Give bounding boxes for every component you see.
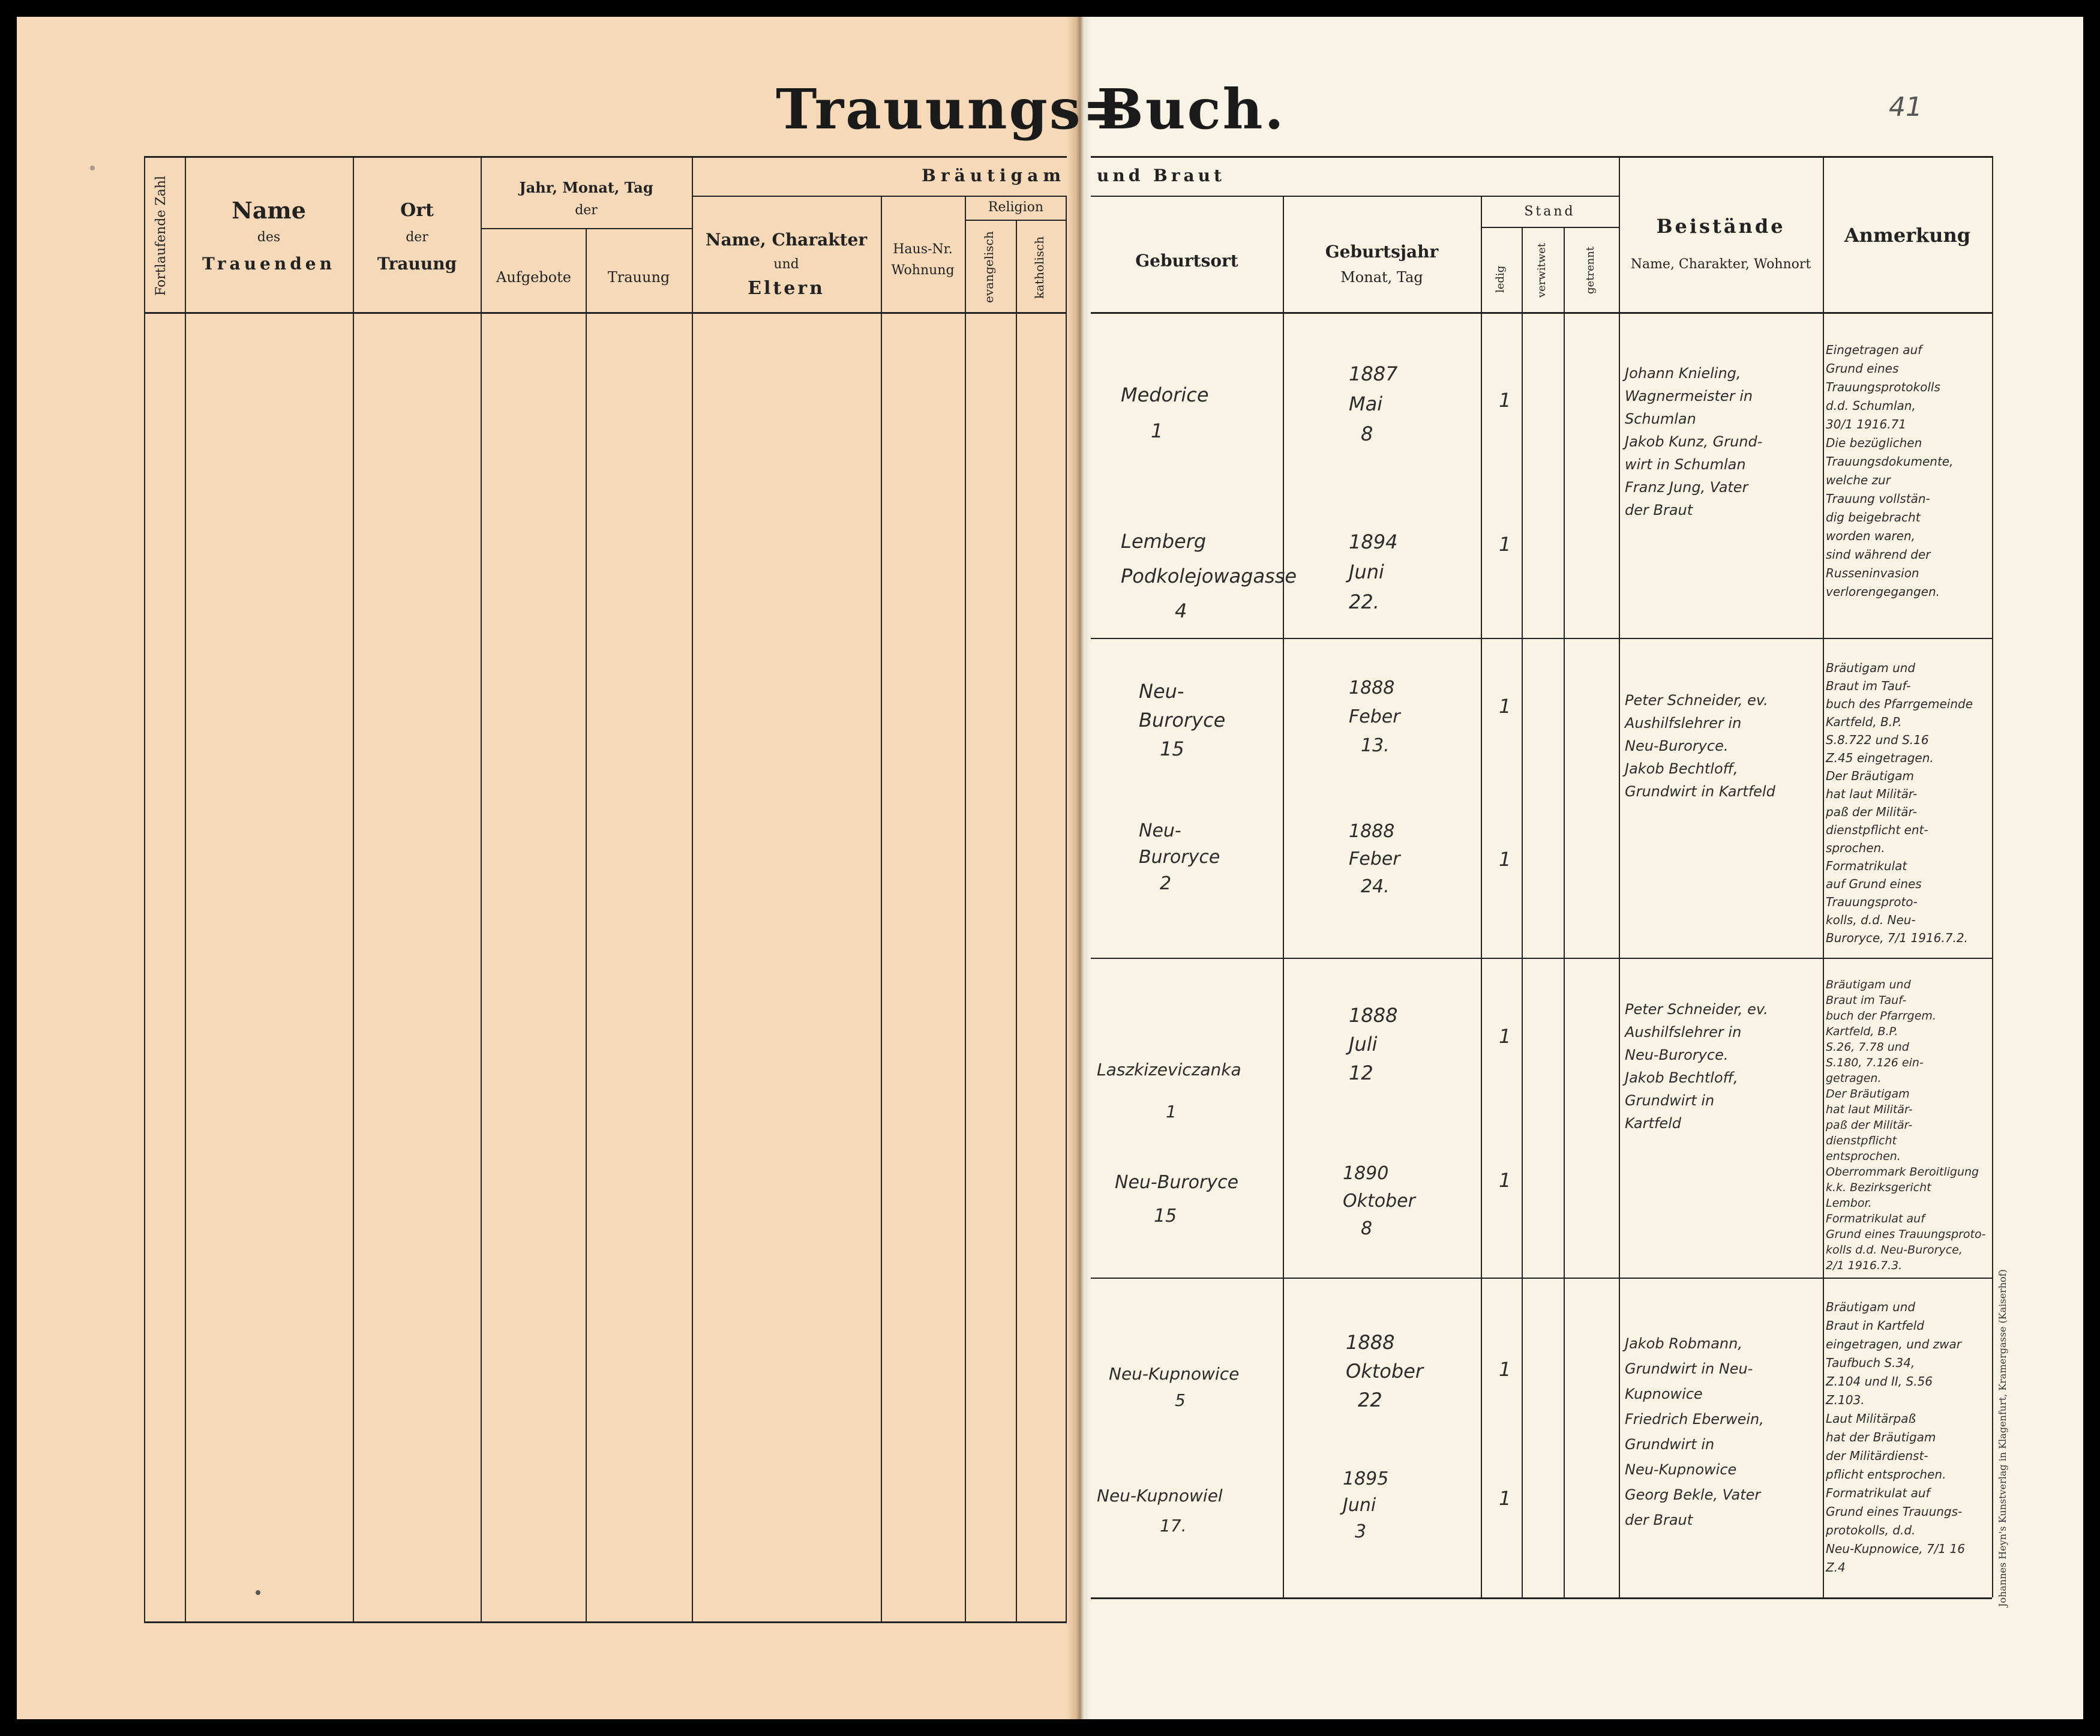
entry-2-groom-ledig: 1	[1499, 695, 1511, 718]
header-braeutigam: Bräutigam	[922, 166, 1066, 185]
header-name-char-line2: und	[773, 257, 799, 272]
ink-spot	[256, 1590, 260, 1595]
header-religion: Religion	[988, 200, 1044, 215]
publisher-side-note: Johannes Heyn's Kunstverlag in Klagenfurt, Kramergasse (Kaiserhof)	[1997, 1269, 2008, 1607]
header-beistaende-line2: Name, Charakter, Wohnort	[1630, 257, 1811, 272]
header-name-line1: Name	[232, 197, 306, 224]
header-verwitwet: verwitwet	[1535, 242, 1548, 298]
header-stand: Stand	[1524, 204, 1576, 219]
entry-1-witnesses: Johann Knieling, Wagnermeister in Schumlan Jakob Kunz, Grund- wirt in Schumlan Franz Jung, Vater der Braut	[1625, 365, 1763, 518]
entry-2-remarks: Bräutigam und Braut im Tauf- buch des Pfarrgemeinde Kartfeld, B.P. S.8.722 und S.16 Z.45 eingetragen. Der Bräutigam hat laut Militär- paß der Militär- dienstpflicht ent- sprochen. Formatrikulat auf Grund eines Trauungsproto- kolls, d.d. Neu- Buroryce, 7/1 1916.7.2.	[1826, 661, 1973, 945]
header-geburtsjahr-line2: Monat, Tag	[1340, 269, 1423, 286]
entry-2-groom-year: 1888 Feber 13.	[1349, 677, 1400, 756]
entry-2-witnesses: Peter Schneider, ev. Aushilfslehrer in Neu-Buroryce. Jakob Bechtloff, Grundwirt in Kartfeld	[1625, 692, 1775, 800]
entry-1-groom-ledig: 1	[1499, 389, 1511, 412]
entry-3-groom-ort: Laszkizeviczanka 1	[1097, 1060, 1241, 1122]
entry-4-groom-year: 1888 Oktober 22	[1346, 1331, 1423, 1411]
header-name-char-line3: Eltern	[748, 278, 825, 299]
entry-4-groom-ledig: 1	[1499, 1358, 1511, 1381]
header-geburtsort: Geburtsort	[1135, 251, 1238, 271]
header-anmerkung: Anmerkung	[1844, 224, 1971, 247]
header-beistaende-line1: Beistände	[1656, 215, 1786, 238]
book-gutter	[1067, 17, 1091, 1719]
entry-4-bride-ledig: 1	[1499, 1487, 1511, 1510]
entry-3-bride-ledig: 1	[1499, 1169, 1511, 1192]
header-date-line1: Jahr, Monat, Tag	[519, 179, 653, 196]
header-getrennt: getrennt	[1584, 246, 1597, 295]
entry-2-bride-ledig: 1	[1499, 848, 1511, 871]
header-name-line2: des	[257, 230, 281, 245]
entry-3-groom-ledig: 1	[1499, 1025, 1511, 1048]
header-name-char-line1: Name, Charakter	[705, 230, 868, 250]
header-ort-line2: der	[406, 230, 428, 245]
entry-1-bride-ort: Lemberg Podkolejowagasse 4	[1121, 530, 1297, 622]
header-haus-line2: Wohnung	[891, 263, 955, 278]
header-fortlaufende-zahl: Fortlaufende Zahl	[154, 175, 169, 296]
title-right: Buch.	[1097, 77, 1286, 142]
header-und-braut: und Braut	[1097, 166, 1225, 185]
entry-4-witnesses: Jakob Robmann, Grundwirt in Neu- Kupnowice Friedrich Eberwein, Grundwirt in Neu-Kupnowice Georg Bekle, Vater der Braut	[1625, 1335, 1764, 1528]
entry-1-remarks: Eingetragen auf Grund eines Trauungsprotokolls d.d. Schumlan, 30/1 1916.71 Die bezüglichen Trauungsdokumente, welche zur Trauung vollstän- dig beigebracht worden waren, sind während der Russeninvasion verlorengegangen.	[1826, 343, 1954, 599]
header-katholisch: katholisch	[1032, 236, 1046, 299]
header-date-line2: der	[575, 203, 598, 218]
entry-1-groom-ort: Medorice 1	[1121, 383, 1209, 442]
header-ort-line3: Trauung	[377, 254, 457, 274]
title-left: Trauungs=	[776, 77, 1130, 142]
header-ledig: ledig	[1494, 265, 1507, 293]
header-haus-line1: Haus-Nr.	[893, 242, 953, 257]
entry-2-bride-year: 1888 Feber 24.	[1349, 821, 1400, 897]
entry-2-bride-ort: Neu- Buroryce 2	[1139, 820, 1220, 894]
entry-4-bride-ort: Neu-Kupnowiel 17.	[1097, 1486, 1223, 1536]
entry-3-bride-ort: Neu-Buroryce 15	[1115, 1172, 1239, 1227]
open-register-book	[17, 17, 2083, 1719]
entry-4-groom-ort: Neu-Kupnowice 5	[1109, 1364, 1240, 1410]
header-aufgebote: Aufgebote	[496, 269, 571, 286]
header-geburtsjahr-line1: Geburtsjahr	[1325, 242, 1439, 262]
header-trauung: Trauung	[607, 269, 670, 286]
entry-3-bride-year: 1890 Oktober 8	[1343, 1163, 1415, 1239]
header-evangelisch: evangelisch	[982, 231, 996, 304]
page-number: 41	[1889, 92, 1922, 122]
entry-1-bride-year: 1894 Juni 22.	[1349, 530, 1398, 613]
entry-4-remarks: Bräutigam und Braut in Kartfeld eingetragen, und zwar Taufbuch S.34, Z.104 und II, S.56 Z.103. Laut Militärpaß hat der Bräutigam der Militärdienst- pflicht entsprochen. Formatrikulat auf Grund eines Trauungs- protokolls, d.d. Neu-Kupnowice, 7/1 16 Z.4	[1826, 1300, 1965, 1575]
entry-3-witnesses: Peter Schneider, ev. Aushilfslehrer in Neu-Buroryce. Jakob Bechtloff, Grundwirt in Kartfeld	[1625, 1001, 1768, 1132]
entry-2-groom-ort: Neu- Buroryce 15	[1139, 680, 1226, 760]
paper-mark	[90, 166, 95, 170]
entry-3-groom-year: 1888 Juli 12	[1349, 1004, 1398, 1084]
header-ort-line1: Ort	[400, 200, 434, 221]
header-name-line3: Trauenden	[202, 254, 335, 274]
entry-1-bride-ledig: 1	[1499, 533, 1511, 556]
entry-3-remarks: Bräutigam und Braut im Tauf- buch der Pfarrgem. Kartfeld, B.P. S.26, 7.78 und S.180, 7.126 ein- getragen. Der Bräutigam hat laut Militär- paß der Militär- dienstpflicht entsprochen. Oberrommark Beroitligung k.k. Bezirksgericht Lembor. Formatrikulat auf Grund eines Trauungsproto- kolls d.d. Neu-Buroryce, 2/1 1916.7.3.	[1826, 978, 1986, 1272]
entry-1-groom-year: 1887 Mai 8	[1349, 362, 1398, 445]
entry-4-bride-year: 1895 Juni 3	[1343, 1468, 1389, 1542]
